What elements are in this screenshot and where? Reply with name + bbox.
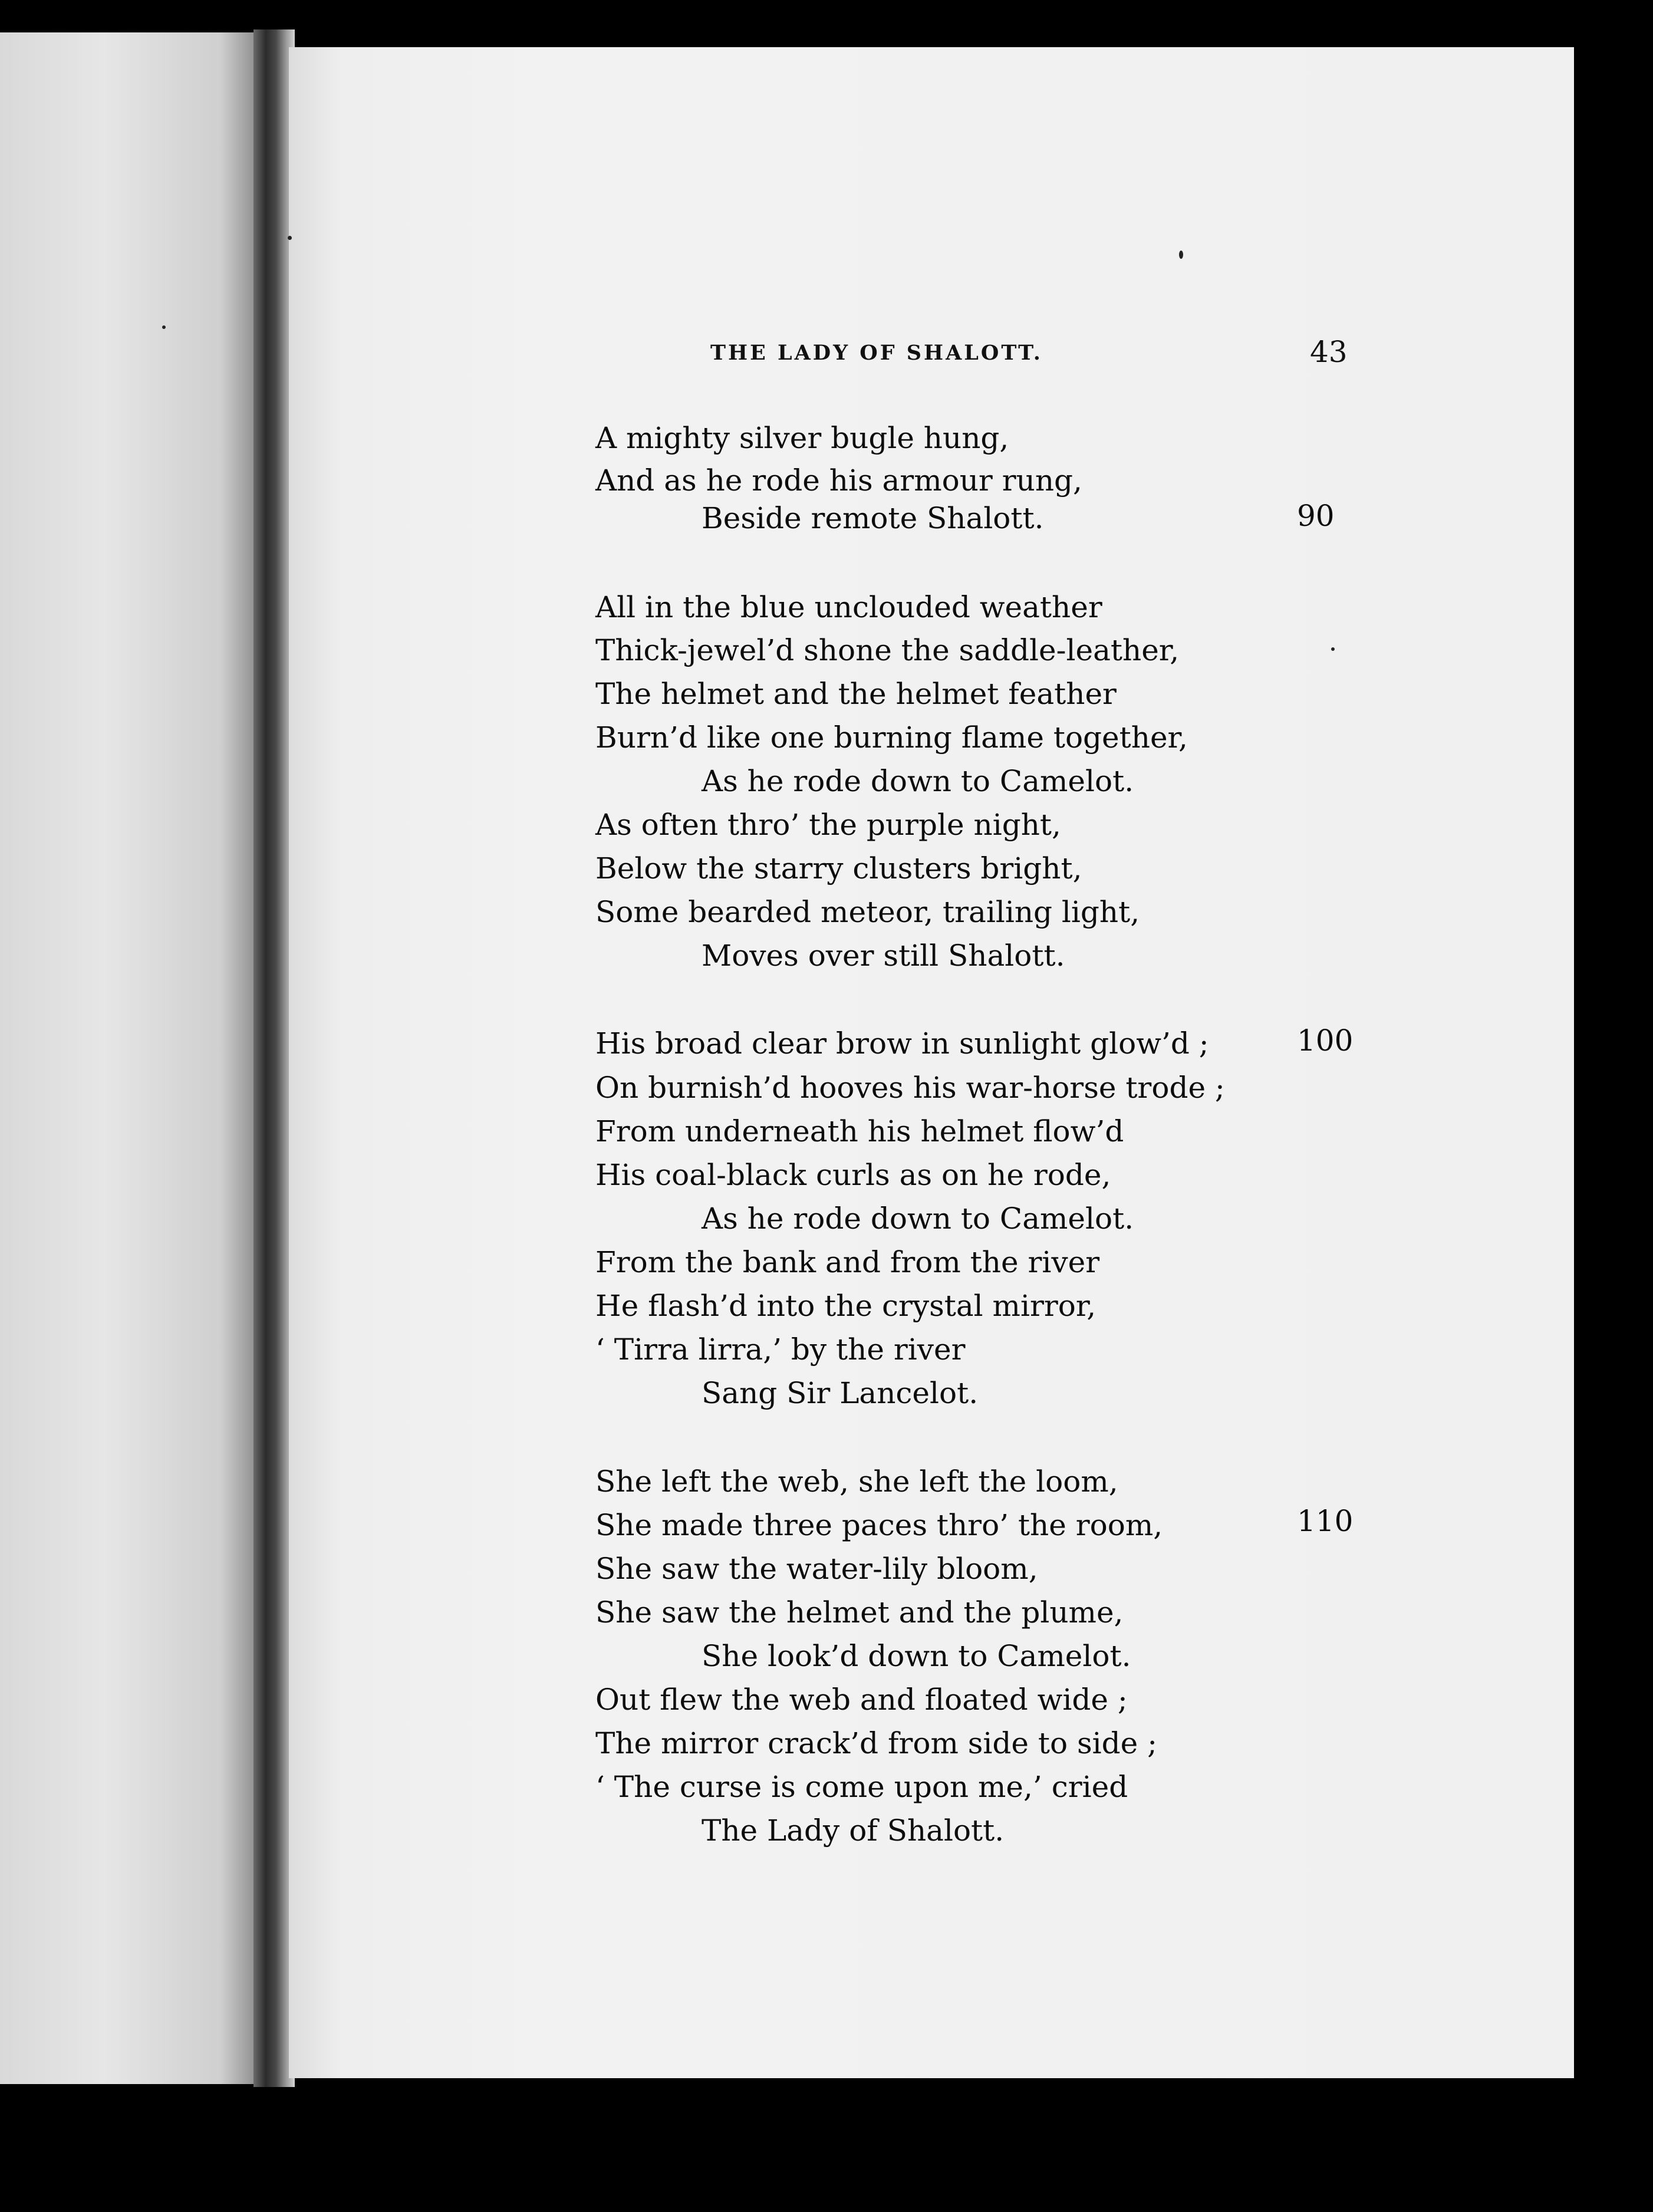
verse-line: She saw the water-lily bloom, xyxy=(595,1552,1038,1586)
verse-line: ‘ Tirra lirra,’ by the river xyxy=(595,1332,966,1367)
verse-line: Out flew the web and floated wide ; xyxy=(595,1683,1128,1717)
left-facing-page xyxy=(0,32,259,2084)
verse-line: His broad clear brow in sunlight glow’d ; xyxy=(595,1026,1209,1061)
verse-line: Moves over still Shalott. xyxy=(702,939,1065,973)
verse-line: Thick-jewel’d shone the saddle-leather, xyxy=(595,633,1180,667)
verse-line: As he rode down to Camelot. xyxy=(702,764,1134,798)
verse-line: Sang Sir Lancelot. xyxy=(702,1376,979,1410)
verse-line: She saw the helmet and the plume, xyxy=(595,1595,1124,1630)
verse-line: Some bearded meteor, trailing light, xyxy=(595,895,1140,929)
verse-line: The mirror crack’d from side to side ; xyxy=(595,1726,1157,1760)
verse-line: She look’d down to Camelot. xyxy=(702,1639,1131,1673)
verse-line: She made three paces thro’ the room, xyxy=(595,1508,1163,1542)
verse-line: On burnish’d hooves his war-horse trode ; xyxy=(595,1071,1225,1105)
running-head: THE LADY OF SHALOTT. xyxy=(710,341,1043,365)
verse-line: The Lady of Shalott. xyxy=(702,1813,1005,1848)
verse-line: The helmet and the helmet feather xyxy=(595,677,1117,711)
scan-speck xyxy=(1179,251,1183,259)
page-number: 43 xyxy=(1310,335,1348,369)
verse-line: As he rode down to Camelot. xyxy=(702,1202,1134,1236)
verse-line: A mighty silver bugle hung, xyxy=(595,421,1009,455)
verse-line: She left the web, she left the loom, xyxy=(595,1464,1118,1499)
verse-line: His coal-black curls as on he rode, xyxy=(595,1158,1111,1192)
scan-speck xyxy=(288,236,292,240)
line-number: 100 xyxy=(1297,1023,1354,1058)
verse-line: ‘ The curse is come upon me,’ cried xyxy=(595,1770,1128,1804)
verse-line: From the bank and from the river xyxy=(595,1245,1100,1279)
verse-line: And as he rode his armour rung, xyxy=(595,463,1082,498)
verse-line: As often thro’ the purple night, xyxy=(595,808,1061,842)
verse-line: From underneath his helmet flow’d xyxy=(595,1114,1124,1148)
line-number: 90 xyxy=(1297,499,1335,533)
line-number: 110 xyxy=(1297,1504,1354,1538)
scan-speck xyxy=(1331,647,1335,651)
verse-line: Burn’d like one burning flame together, xyxy=(595,720,1188,755)
verse-line: Below the starry clusters bright, xyxy=(595,851,1082,886)
verse-line: All in the blue unclouded weather xyxy=(595,590,1102,624)
scan-speck xyxy=(162,325,166,329)
verse-line: Beside remote Shalott. xyxy=(702,501,1044,535)
verse-line: He flash’d into the crystal mirror, xyxy=(595,1289,1096,1323)
